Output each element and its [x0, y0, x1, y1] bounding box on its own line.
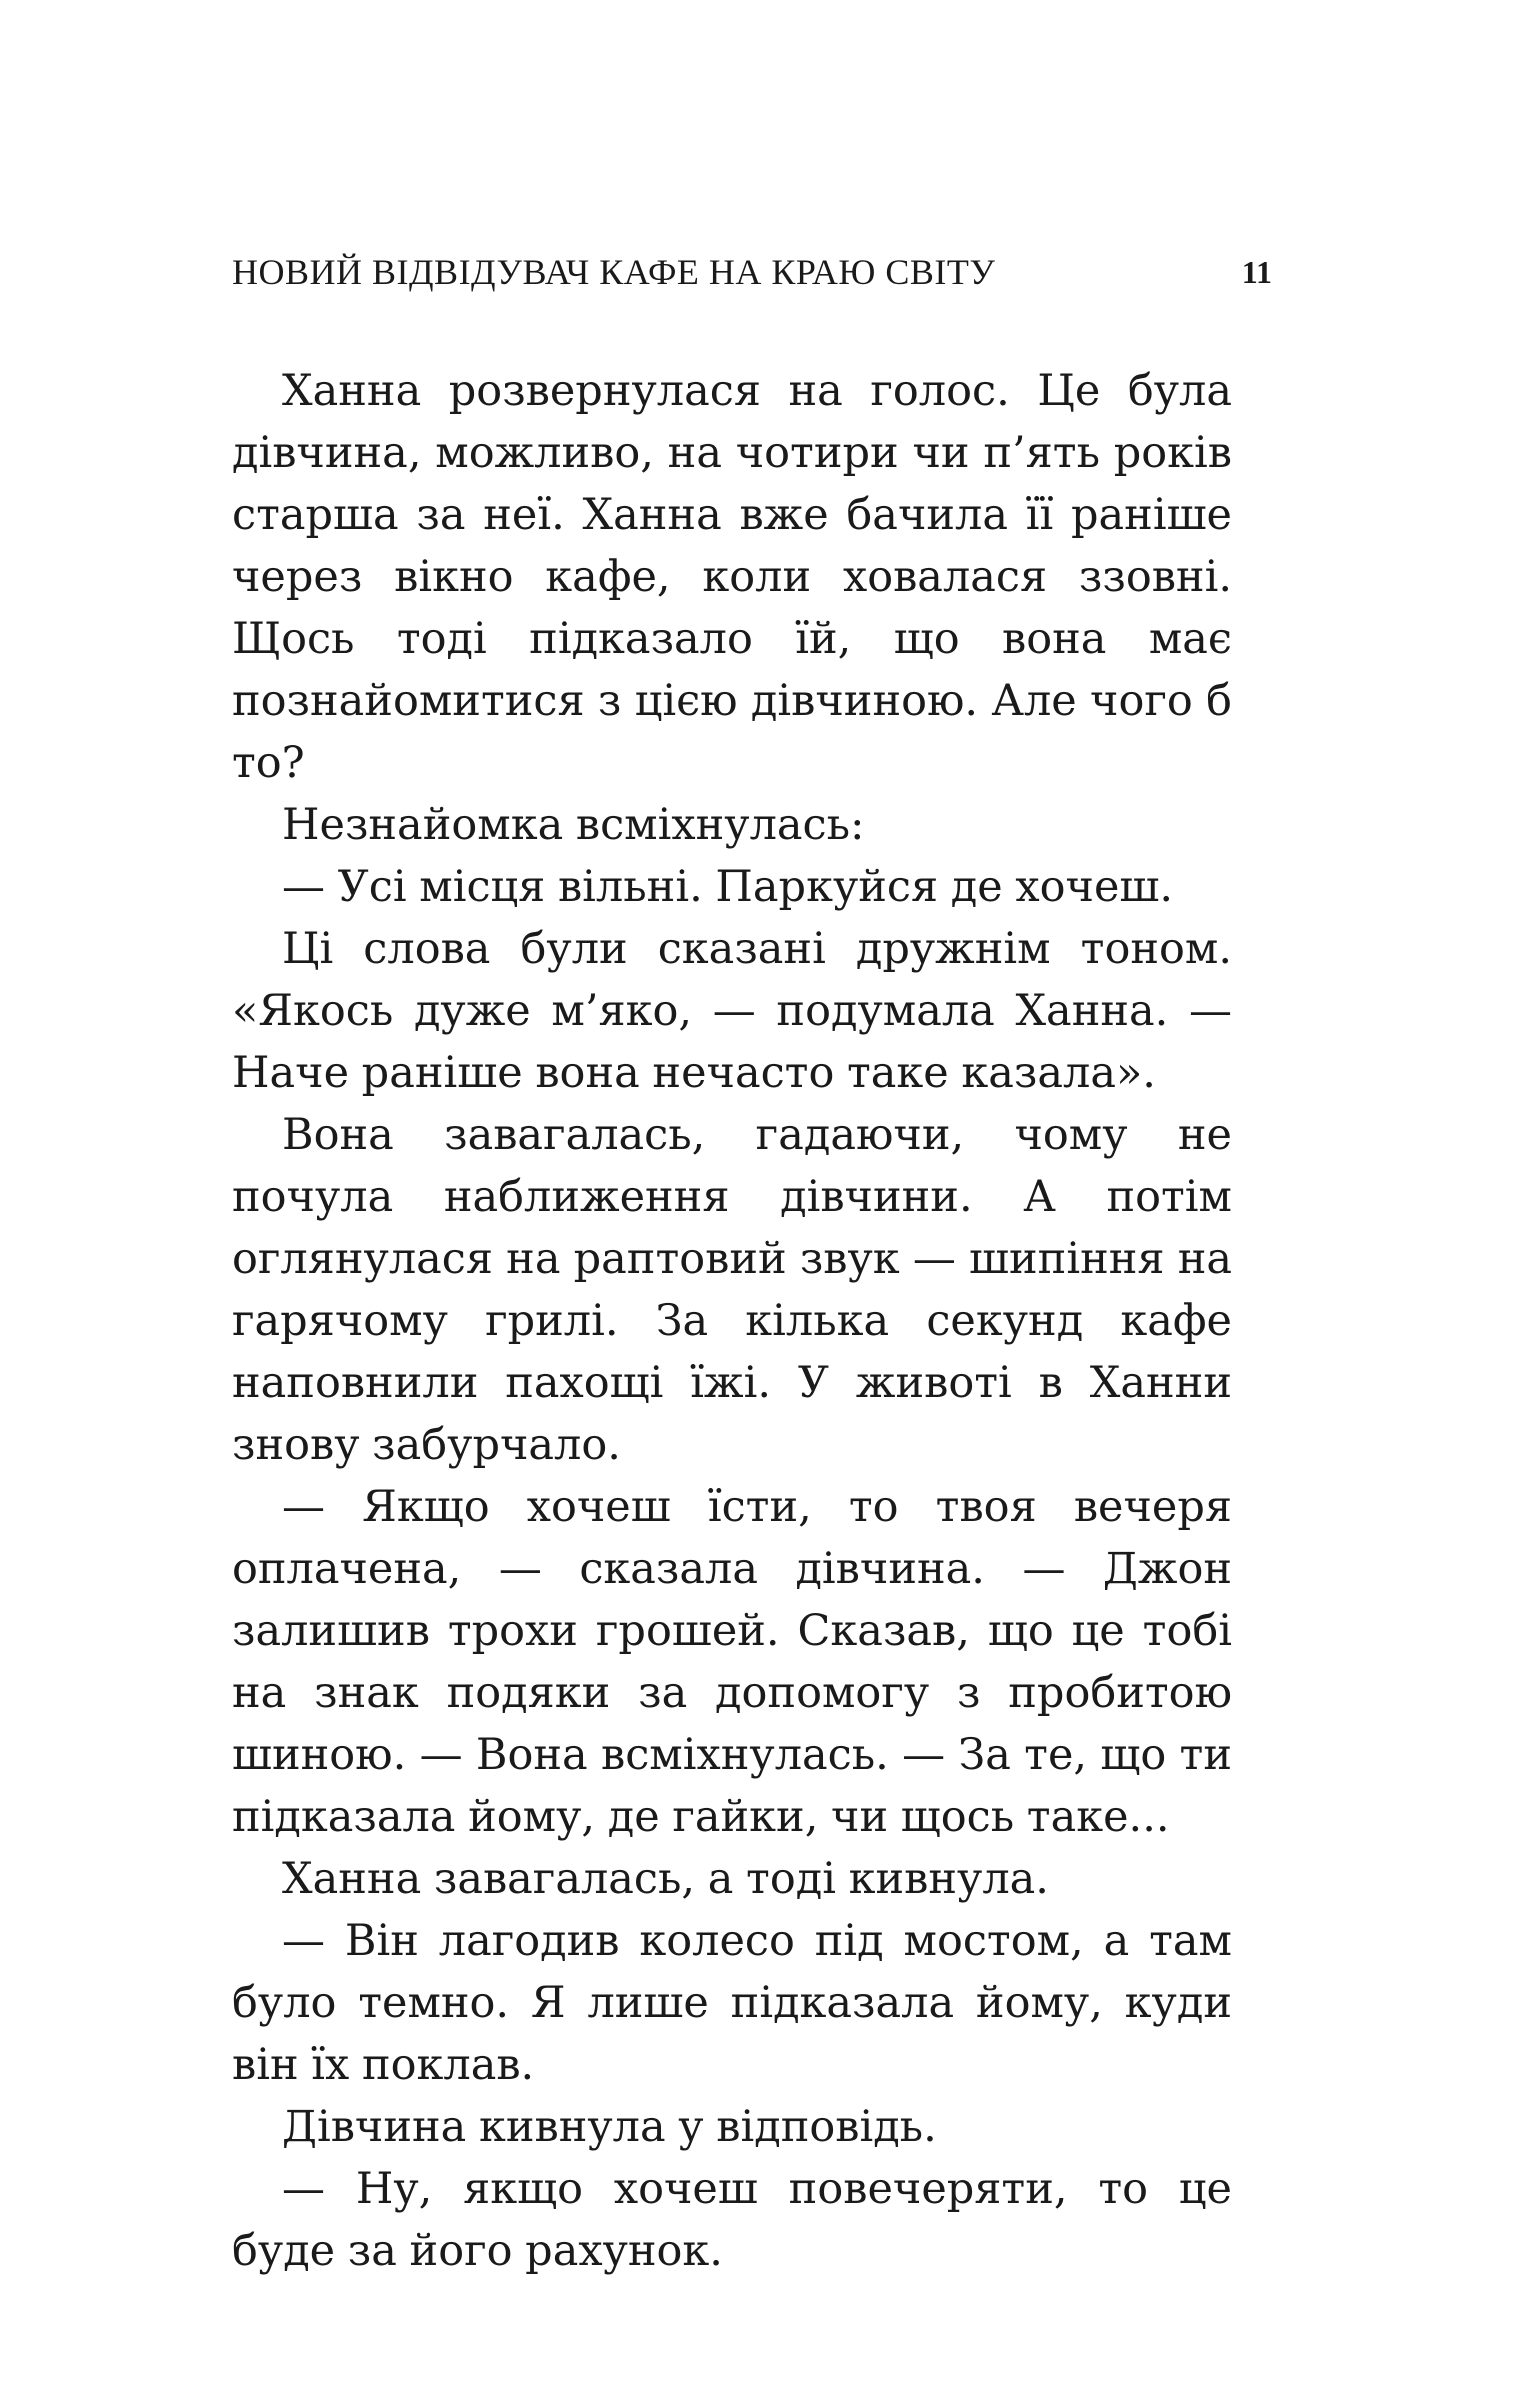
paragraph: Ханна завагалась, а тоді кивнула.: [282, 1854, 1049, 1904]
paragraph: Вона завагалась, гадаючи, чому не почула наближення дівчини. А потім оглянулася на раптовий звук — шипіння на гарячому грилі. За кілька секунд кафе наповнили пахощі їжі. У животі в Ханни знову забурчало.: [232, 1110, 1232, 1470]
paragraph: Ханна розвернулася на голос. Це була дівчина, можливо, на чотири чи п’ять років старша за неї. Ханна вже бачила її раніше через вікно кафе, коли ховалася ззовні. Щось тоді підказало їй, що вона має познайомитися з цією дівчиною. Але чого б то?: [232, 366, 1232, 788]
running-header: [232, 248, 1272, 296]
running-title: НОВИЙ ВІДВІДУВАЧ КАФЕ НА КРАЮ СВІТУ: [232, 252, 996, 292]
paragraph: — Якщо хочеш їсти, то твоя вечеря оплачена, — сказала дівчина. — Джон залишив трохи грошей. Сказав, що це тобі на знак подяки за допомогу з пробитою шиною. — Вона всміхнулась. — За те, що ти підказала йому, де гайки, чи щось таке...: [232, 1482, 1232, 1842]
paragraph: Дівчина кивнула у відповідь.: [282, 2102, 937, 2152]
paragraph: — Ну, якщо хочеш повечеряти, то це буде за його рахунок.: [232, 2164, 1232, 2276]
page-number: 11: [1241, 254, 1272, 290]
paragraph: — Усі місця вільні. Паркуйся де хочеш.: [282, 862, 1174, 912]
paragraph: Ці слова були сказані дружнім тоном. «Якось дуже м’яко, — подумала Ханна. — Наче раніше вона нечасто таке казала».: [232, 924, 1232, 1098]
paragraph: — Він лагодив колесо під мостом, а там було темно. Я лише підказала йому, куди він їх поклав.: [232, 1916, 1232, 2090]
body-text: [232, 360, 1232, 2282]
paragraph: Незнайомка всміхнулась:: [282, 800, 865, 850]
